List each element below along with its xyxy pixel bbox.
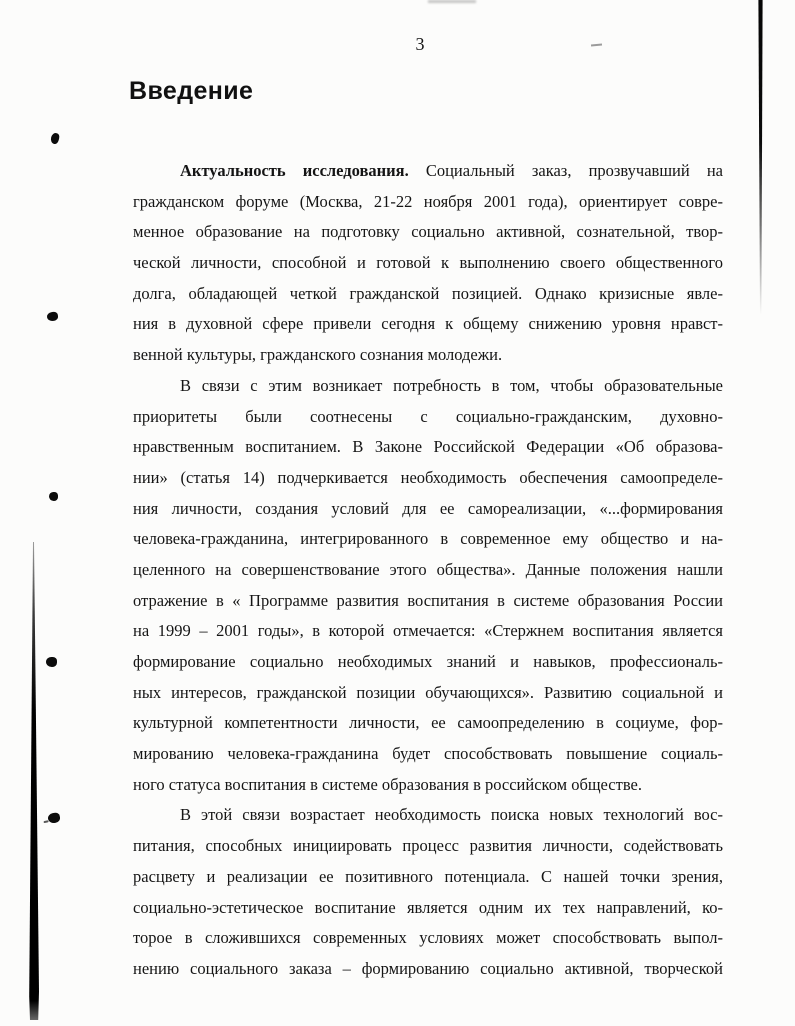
text-line: мированию человека-гражданина будет способствовать повышение социаль-	[133, 744, 723, 764]
ink-blob-artifact	[49, 492, 58, 501]
paragraph-lead-bold: Актуальность исследования.	[180, 161, 409, 180]
text-line: венной культуры, гражданского сознания молодежи.	[133, 345, 503, 365]
text-line: человека-гражданина, интегрированного в современное ему общество и на-	[133, 529, 723, 549]
text-line-rest: Социальный заказ, прозвучавший на	[425, 161, 723, 180]
text-line: приоритеты были соотнесены с социально-гражданским, духовно-	[133, 406, 723, 426]
text-line: ческой личности, способной и готовой к выполнению своего общественного	[133, 253, 723, 273]
text-line: питания, способных инициировать процесс развития личности, содействовать	[133, 836, 723, 856]
text-line: расцвету и реализации ее позитивного потенциала. С нашей точки зрения,	[133, 866, 723, 886]
ink-blob-artifact	[50, 132, 60, 145]
text-line: социально-эстетическое воспитание является одним их тех направлений, ко-	[133, 897, 723, 917]
text-line: В этой связи возрастает необходимость поиска новых технологий вос-	[180, 805, 723, 825]
text-line: на 1999 – 2001 годы», в которой отмечается: «Стержнем воспитания является	[133, 621, 723, 641]
body-text	[133, 156, 723, 985]
text-line: В связи с этим возникает потребность в том, чтобы образовательные	[180, 375, 723, 395]
scan-smudge-artifact	[428, 0, 476, 3]
text-line: целенного на совершенствование этого общества». Данные положения нашли	[133, 559, 723, 579]
scan-dash-artifact	[591, 44, 602, 47]
text-line: нии» (статья 14) подчеркивается необходимость обеспечения самоопределе-	[133, 467, 723, 487]
ink-blob-artifact	[46, 311, 58, 321]
ink-blob-artifact	[46, 657, 57, 667]
scan-edge-artifact-left	[29, 542, 39, 1020]
text-line: ных интересов, гражданской позиции обучающихся». Развитию социальной и	[133, 682, 723, 702]
text-line: нравственным воспитанием. В Законе Российской Федерации «Об образова-	[133, 437, 723, 457]
text-line: отражение в « Программе развития воспитания в системе образования России	[133, 590, 723, 610]
text-line: ния в духовной сфере привели сегодня к общему снижению уровня нравст-	[133, 314, 723, 334]
text-line: нению социального заказа – формированию социально активной, творческой	[133, 958, 723, 978]
text-line: ния личности, создания условий для ее самореализации, «...формирования	[133, 498, 723, 518]
scan-edge-artifact-right	[758, 0, 763, 315]
text-line: культурной компетентности личности, ее самоопределению в социуме, фор-	[133, 713, 723, 733]
text-line	[133, 156, 723, 187]
page-title: Введение	[129, 77, 254, 105]
text-line: торое в сложившихся современных условиях может способствовать выпол-	[133, 928, 723, 948]
text-line: гражданском форуме (Москва, 21-22 ноября 2001 года), ориентирует совре-	[133, 191, 723, 211]
page-number: 3	[415, 34, 425, 54]
text-line: формирование социально необходимых знаний и навыков, профессиональ-	[133, 652, 723, 671]
text-line: долга, обладающей четкой гражданской позицией. Однако кризисные явле-	[133, 283, 723, 303]
text-line: менное образование на подготовку социально активной, сознательной, твор-	[133, 222, 723, 242]
ink-blob-artifact	[47, 812, 61, 824]
text-line: ного статуса воспитания в системе образования в российском обществе.	[133, 774, 642, 794]
